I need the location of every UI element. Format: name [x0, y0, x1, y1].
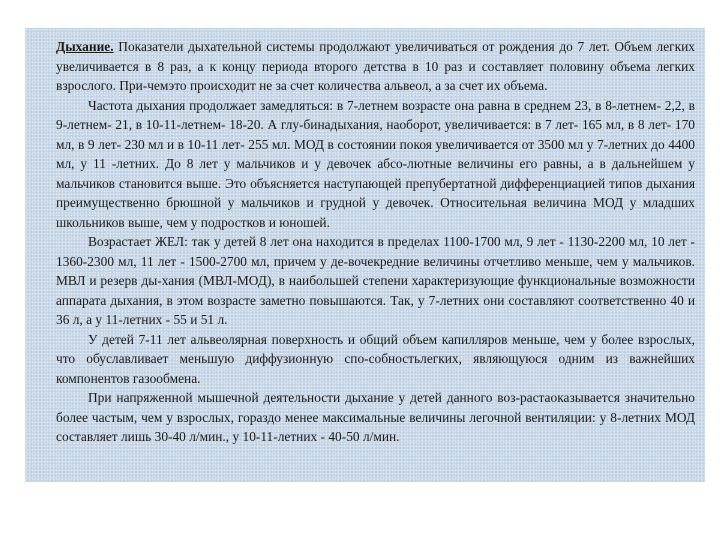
text-panel	[25, 28, 705, 482]
paragraph-vital-capacity	[56, 232, 695, 330]
paragraph-muscular-activity-text: При напряженной мышечной деятельности дыхание у детей данного воз-растаоказывается значительно более частым, чем у взрослых, гораздо менее максимальные величины легочной вентиляции: у 8-летних МОД составляет лишь 30-40 л/мин., у 10-11-летних - 40-50 л/мин.	[56, 390, 695, 444]
paragraph-breathing-text: Показатели дыхательной системы продолжают увеличиваться от рождения до 7 лет. Объем легких увеличивается в 8 раз, а к концу периода второго детства в 10 раз и составляет половину объема легких взрослого. При-чемэто происходит не за счет количества альвеол, а за счет их объема.	[56, 39, 695, 93]
paragraph-breathing	[56, 37, 695, 96]
paragraph-muscular-activity	[56, 388, 695, 447]
paragraph-respiratory-rate-text: Частота дыхания продолжает замедляться: в 7-летнем возрасте она равна в среднем 23, в 8-летнем- 2,2, в 9-летнем- 21, в 10-11-летнем- 18-20. А глу-бинадыхания, наоборот, увеличивается: в 7 лет- 165 мл, в 8 лет- 170 мл, в 9 лет- 230 мл и в 10-11 лет- 255 мл. МОД в состоянии покоя увеличивается от 3500 мл у 7-летних до 4400 мл, у 11 -летних. До 8 лет у мальчиков и у девочек абсо-лютные величины его равны, а в дальнейшем у мальчиков становится выше. Это объясняется наступающей препубертатной дифференциацией типов дыхания преимущественно брюшной у мальчиков и грудной у девочек. Относительная величина МОД у младших школьников выше, чем у подростков и юношей.	[56, 97, 695, 230]
paragraph-vital-capacity-text: Возрастает ЖЕЛ: так у детей 8 лет она находится в пределах 1100-1700 мл, 9 лет - 1130-2200 мл, 10 лет - 1360-2300 мл, 11 лет - 1500-2700 мл, причем у де-вочекредние величины отчетливо меньше, чем у мальчиков. МВЛ и резерв ды-хания (МВЛ-МОД), в наибольшей степени характеризующие функциональные возможности аппарата дыхания, в этом возрасте заметно повышаются. Так, у 7-летних они составляют соответственно 40 и 36 л, а у 11-летних - 55 и 51 л.	[56, 234, 695, 327]
paragraph-alveolar-surface-text: У детей 7-11 лет альвеолярная поверхность и общий объем капилляров меньше, чем у более взрослых, что обуславливает меньшую диффузионную спо-собностьлегких, являющуюся одним из важнейших компонентов газообмена.	[56, 331, 695, 386]
paragraph-respiratory-rate	[56, 96, 695, 233]
breathing-term: Дыхание.	[56, 39, 114, 54]
paragraph-alveolar-surface	[56, 330, 695, 389]
